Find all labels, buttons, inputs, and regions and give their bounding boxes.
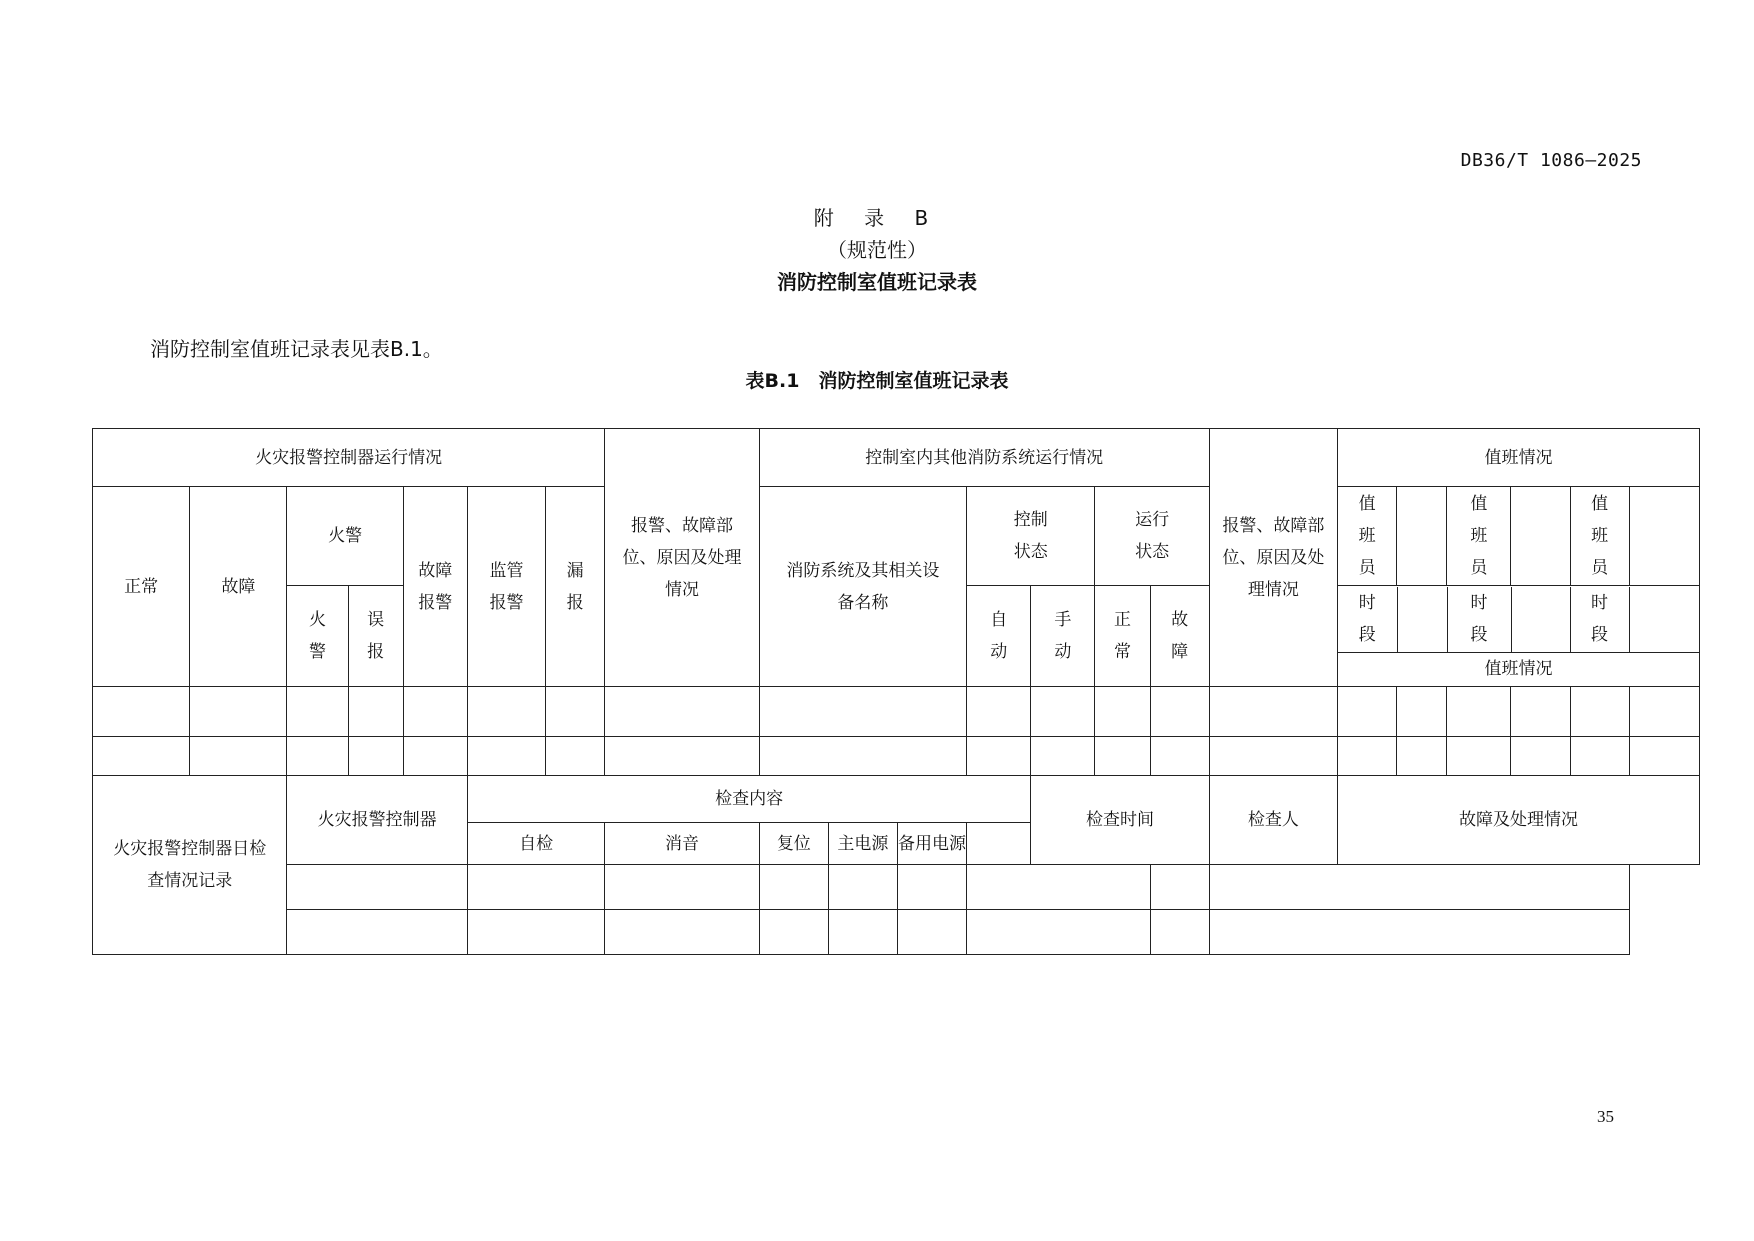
cell-duty-person-3-value xyxy=(1629,487,1699,586)
header-alarm-location-1: 报警、故障部 位、原因及处理 情况 xyxy=(605,429,759,687)
header-fault: 故障 xyxy=(190,487,287,687)
header-reset: 复位 xyxy=(760,823,829,864)
header-inspector: 检查人 xyxy=(1209,776,1337,865)
cell-duty-person-1-value xyxy=(1397,487,1447,586)
header-fire-alarm-true: 火 警 xyxy=(287,586,348,687)
header-check-content: 检查内容 xyxy=(467,776,1030,823)
header-fault-alarm: 故障 报警 xyxy=(403,487,467,687)
header-fire-alarm-false: 误 报 xyxy=(348,586,403,687)
daily-check-label: 火灾报警控制器日检 查情况记录 xyxy=(93,776,287,955)
header-duty-person-1: 值 班 员 xyxy=(1338,487,1397,586)
table-caption: 表B.1 消防控制室值班记录表 xyxy=(745,370,1009,392)
header-silence-label: 消音 xyxy=(664,833,699,854)
duty-record-table xyxy=(92,428,1700,955)
header-backup-power: 备用电源 xyxy=(897,833,966,854)
page-number: 35 xyxy=(1597,1107,1614,1126)
header-control-state: 控制 状态 xyxy=(967,487,1095,586)
header-duty-person-2: 值 班 员 xyxy=(1447,487,1511,586)
header-system-name: 消防系统及其相关设 备名称 xyxy=(759,487,967,687)
table-row xyxy=(93,910,1700,955)
section-controller-operation: 火灾报警控制器运行情况 xyxy=(93,429,605,487)
annex-title: 附 录 B xyxy=(813,206,941,230)
header-controller: 火灾报警控制器 xyxy=(287,776,467,865)
document-code: DB36/T 1086—2025 xyxy=(1460,150,1642,171)
header-time-slot-1: 时 段 xyxy=(1338,587,1397,653)
header-run-normal: 正 常 xyxy=(1095,586,1150,687)
table-row xyxy=(93,737,1700,776)
header-time-slot-2: 时 段 xyxy=(1447,587,1511,653)
check-subgrid xyxy=(760,823,967,864)
header-auto: 自 动 xyxy=(967,586,1031,687)
intro-text: 消防控制室值班记录表见表B.1。 xyxy=(150,337,443,361)
cell-duty-person-2-value xyxy=(1511,487,1570,586)
header-self-check: 自检 xyxy=(467,823,604,865)
header-run-state: 运行 状态 xyxy=(1095,487,1209,586)
table-row xyxy=(93,865,1700,910)
header-main-power: 主电源 xyxy=(828,823,897,864)
header-manual: 手 动 xyxy=(1031,586,1095,687)
header-fault-handling: 故障及处理情况 xyxy=(1338,776,1700,865)
header-duty-status: 值班情况 xyxy=(1338,653,1699,686)
header-fire-alarm: 火警 xyxy=(287,487,403,586)
duty-subgrid xyxy=(1338,587,1699,686)
cell-time-slot-1-value xyxy=(1397,587,1447,653)
header-normal: 正常 xyxy=(93,487,190,687)
header-run-fault: 故 障 xyxy=(1150,586,1209,687)
annex-nature: （规范性） xyxy=(827,238,927,262)
section-other-systems: 控制室内其他消防系统运行情况 xyxy=(759,429,1209,487)
header-reset-mainpower-backup xyxy=(759,823,967,865)
annex-name: 消防控制室值班记录表 xyxy=(777,270,977,294)
section-duty: 值班情况 xyxy=(1338,429,1700,487)
table-row xyxy=(93,687,1700,737)
header-duty-person-3: 值 班 员 xyxy=(1570,487,1629,586)
header-supervision-alarm: 监管 报警 xyxy=(467,487,545,687)
header-check-time: 检查时间 xyxy=(1031,776,1209,865)
cell-time-slot-2-value xyxy=(1511,587,1570,653)
header-time-slot-3: 时 段 xyxy=(1570,587,1629,653)
header-alarm-location-2: 报警、故障部 位、原因及处 理情况 xyxy=(1209,429,1337,687)
header-missed-report: 漏 报 xyxy=(546,487,605,687)
header-silence xyxy=(605,823,759,865)
cell-time-slot-3-value xyxy=(1629,587,1699,653)
